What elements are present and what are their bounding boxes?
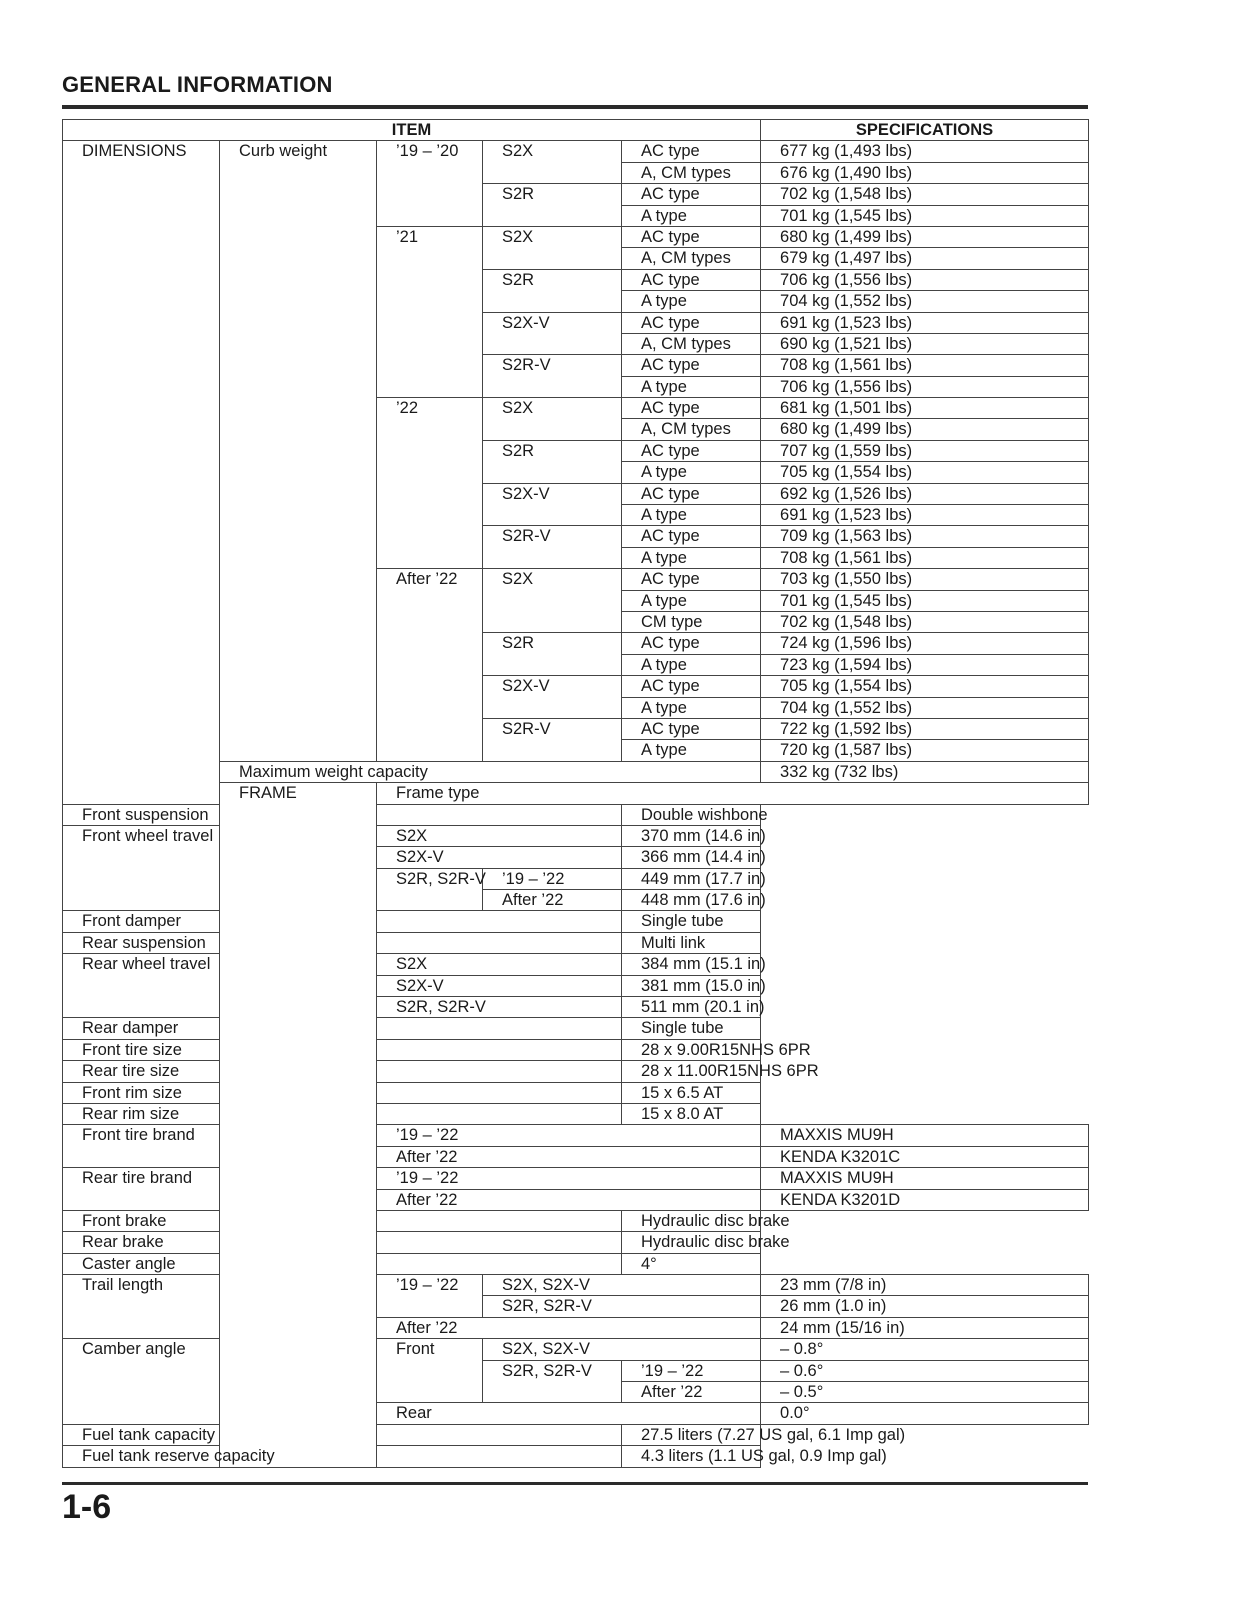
item-cell: Frame type [377, 783, 1089, 804]
table-row [63, 911, 1089, 932]
table-row [63, 1253, 1089, 1274]
item-cell: A, CM types [622, 333, 761, 354]
spec-value-cell: Single tube [622, 911, 761, 932]
header-rule [62, 105, 1088, 109]
item-cell: ’19 – ’22 [377, 1168, 761, 1189]
spec-value-cell: 24 mm (15/16 in) [761, 1317, 1089, 1338]
spec-value-cell: MAXXIS MU9H [761, 1125, 1089, 1146]
spec-value-cell: 691 kg (1,523 lbs) [761, 312, 1089, 333]
table-row [63, 1061, 1089, 1082]
spec-value-cell: 15 x 8.0 AT [622, 1103, 761, 1124]
spec-value-cell: 691 kg (1,523 lbs) [761, 505, 1089, 526]
item-cell: A, CM types [622, 419, 761, 440]
page-number: 1-6 [62, 1488, 112, 1526]
spec-value-cell: 448 mm (17.6 in) [622, 890, 761, 911]
item-cell: S2X [483, 569, 622, 633]
spec-value-cell: Multi link [622, 932, 761, 953]
table-row [63, 932, 1089, 953]
item-cell: S2R-V [483, 718, 622, 761]
table-row [63, 1168, 1089, 1189]
spec-value-cell: 703 kg (1,550 lbs) [761, 569, 1089, 590]
spec-value-cell: 381 mm (15.0 in) [622, 975, 761, 996]
spec-value-cell: 26 mm (1.0 in) [761, 1296, 1089, 1317]
spec-value-cell: 384 mm (15.1 in) [622, 954, 761, 975]
item-cell: AC type [622, 676, 761, 697]
item-cell: Rear suspension [63, 932, 622, 953]
item-cell: ’21 [377, 226, 483, 397]
spec-value-cell: KENDA K3201D [761, 1189, 1089, 1210]
item-cell: S2X-V [483, 676, 622, 719]
table-row [63, 1082, 1089, 1103]
item-cell: S2R, S2R-V [377, 868, 483, 911]
item-cell: Rear damper [63, 1018, 622, 1039]
item-cell: AC type [622, 633, 761, 654]
item-cell: Front rim size [63, 1082, 622, 1103]
item-cell: AC type [622, 526, 761, 547]
item-cell: AC type [622, 226, 761, 247]
item-cell: A type [622, 376, 761, 397]
item-cell: S2X [483, 226, 622, 269]
item-cell: Rear brake [63, 1232, 622, 1253]
item-cell: S2R-V [483, 355, 622, 398]
item-cell: Front brake [63, 1210, 622, 1231]
table-row [63, 1018, 1089, 1039]
spec-value-cell: 709 kg (1,563 lbs) [761, 526, 1089, 547]
spec-value-cell: 366 mm (14.4 in) [622, 847, 761, 868]
item-cell: A type [622, 697, 761, 718]
item-cell: Rear [377, 1403, 761, 1424]
table-row [63, 804, 1089, 825]
item-cell: AC type [622, 569, 761, 590]
item-cell: S2R, S2R-V [483, 1296, 761, 1317]
spec-value-cell: 706 kg (1,556 lbs) [761, 269, 1089, 290]
item-cell: After ’22 [377, 1189, 761, 1210]
item-cell: AC type [622, 312, 761, 333]
item-cell: ’19 – ’22 [377, 1275, 483, 1318]
spec-value-cell: 705 kg (1,554 lbs) [761, 676, 1089, 697]
item-cell: Rear tire brand [63, 1168, 220, 1211]
specifications-header: SPECIFICATIONS [761, 120, 1089, 141]
item-cell: AC type [622, 184, 761, 205]
item-cell: Front tire size [63, 1039, 622, 1060]
item-cell: S2X [377, 825, 622, 846]
item-cell: S2R [483, 633, 622, 676]
item-cell: DIMENSIONS [63, 141, 220, 804]
item-cell: Rear wheel travel [63, 954, 377, 1018]
spec-value-cell: Double wishbone [622, 804, 761, 825]
table-row [63, 1424, 1089, 1445]
item-cell: Fuel tank reserve capacity [63, 1446, 622, 1468]
spec-value-cell: 723 kg (1,594 lbs) [761, 654, 1089, 675]
table-header-row [63, 120, 1089, 141]
item-cell: Front suspension [63, 804, 622, 825]
item-cell: S2R, S2R-V [377, 997, 622, 1018]
item-cell: AC type [622, 483, 761, 504]
item-cell: A type [622, 654, 761, 675]
table-row [63, 1210, 1089, 1231]
item-cell: A type [622, 291, 761, 312]
spec-value-cell: 701 kg (1,545 lbs) [761, 205, 1089, 226]
item-cell: A type [622, 462, 761, 483]
spec-value-cell: 681 kg (1,501 lbs) [761, 398, 1089, 419]
item-cell: After ’22 [377, 569, 483, 762]
table-row [63, 1039, 1089, 1060]
spec-value-cell: 0.0° [761, 1403, 1089, 1424]
spec-table [62, 119, 1089, 1468]
item-cell: FRAME [220, 783, 377, 1468]
item-cell: After ’22 [377, 1146, 761, 1167]
table-row [63, 1103, 1089, 1124]
item-cell: AC type [622, 440, 761, 461]
item-header: ITEM [63, 120, 761, 141]
item-cell: AC type [622, 355, 761, 376]
item-cell: Maximum weight capacity [220, 761, 761, 782]
item-cell: Trail length [63, 1275, 220, 1339]
item-cell: ’19 – ’22 [622, 1360, 761, 1381]
item-cell: A, CM types [622, 162, 761, 183]
item-cell: S2R-V [483, 526, 622, 569]
spec-value-cell: 706 kg (1,556 lbs) [761, 376, 1089, 397]
item-cell: Camber angle [63, 1339, 220, 1425]
item-cell: After ’22 [377, 1317, 761, 1338]
spec-value-cell: 370 mm (14.6 in) [622, 825, 761, 846]
item-cell: S2R, S2R-V [483, 1360, 622, 1403]
item-cell: S2X [483, 141, 622, 184]
item-cell: Rear tire size [63, 1061, 622, 1082]
spec-value-cell: Single tube [622, 1018, 761, 1039]
spec-value-cell: 27.5 liters (7.27 US gal, 6.1 Imp gal) [622, 1424, 761, 1445]
item-cell: CM type [622, 611, 761, 632]
item-cell: Caster angle [63, 1253, 622, 1274]
item-cell: AC type [622, 718, 761, 739]
item-cell: Fuel tank capacity [63, 1424, 622, 1445]
spec-value-cell: 4.3 liters (1.1 US gal, 0.9 Imp gal) [622, 1446, 761, 1468]
item-cell: AC type [622, 141, 761, 162]
item-cell: S2R [483, 440, 622, 483]
spec-value-cell: 707 kg (1,559 lbs) [761, 440, 1089, 461]
spec-value-cell: 702 kg (1,548 lbs) [761, 184, 1089, 205]
spec-value-cell: 511 mm (20.1 in) [622, 997, 761, 1018]
spec-value-cell: 720 kg (1,587 lbs) [761, 740, 1089, 761]
spec-value-cell: Hydraulic disc brake [622, 1232, 761, 1253]
table-row [63, 1275, 1089, 1296]
item-cell: Rear rim size [63, 1103, 622, 1124]
item-cell: A type [622, 205, 761, 226]
item-cell: Front [377, 1339, 483, 1403]
table-row [63, 825, 1089, 846]
item-cell: S2X-V [377, 847, 622, 868]
spec-value-cell: 722 kg (1,592 lbs) [761, 718, 1089, 739]
item-cell: AC type [622, 398, 761, 419]
spec-value-cell: 690 kg (1,521 lbs) [761, 333, 1089, 354]
spec-value-cell: 28 x 9.00R15NHS 6PR [622, 1039, 761, 1060]
table-row [63, 1125, 1089, 1146]
spec-value-cell: 702 kg (1,548 lbs) [761, 611, 1089, 632]
item-cell: ’19 – ’20 [377, 141, 483, 227]
item-cell: Front damper [63, 911, 622, 932]
item-cell: ’19 – ’22 [483, 868, 622, 889]
spec-value-cell: 708 kg (1,561 lbs) [761, 547, 1089, 568]
item-cell: S2X, S2X-V [483, 1339, 761, 1360]
spec-value-cell: 704 kg (1,552 lbs) [761, 697, 1089, 718]
spec-value-cell: 679 kg (1,497 lbs) [761, 248, 1089, 269]
spec-value-cell: – 0.6° [761, 1360, 1089, 1381]
item-cell: S2R [483, 269, 622, 312]
item-cell: ’22 [377, 398, 483, 569]
spec-value-cell: 680 kg (1,499 lbs) [761, 226, 1089, 247]
item-cell: S2X-V [483, 312, 622, 355]
spec-value-cell: 704 kg (1,552 lbs) [761, 291, 1089, 312]
table-row [63, 1339, 1089, 1360]
item-cell: A type [622, 547, 761, 568]
item-cell: A type [622, 590, 761, 611]
spec-value-cell: – 0.8° [761, 1339, 1089, 1360]
item-cell: S2R [483, 184, 622, 227]
item-cell: S2X, S2X-V [483, 1275, 761, 1296]
spec-value-cell: 680 kg (1,499 lbs) [761, 419, 1089, 440]
item-cell: Front wheel travel [63, 825, 377, 911]
spec-value-cell: 4° [622, 1253, 761, 1274]
item-cell: AC type [622, 269, 761, 290]
spec-value-cell: 676 kg (1,490 lbs) [761, 162, 1089, 183]
item-cell: A type [622, 505, 761, 526]
item-cell: Front tire brand [63, 1125, 220, 1168]
spec-value-cell: 28 x 11.00R15NHS 6PR [622, 1061, 761, 1082]
spec-value-cell: – 0.5° [761, 1382, 1089, 1403]
footer-rule [62, 1482, 1088, 1485]
table-row [63, 1446, 1089, 1468]
table-row [63, 954, 1089, 975]
spec-value-cell: 692 kg (1,526 lbs) [761, 483, 1089, 504]
page-header: GENERAL INFORMATION [62, 72, 333, 97]
spec-value-cell: 23 mm (7/8 in) [761, 1275, 1089, 1296]
item-cell: S2X-V [483, 483, 622, 526]
item-cell: S2X [377, 954, 622, 975]
item-cell: S2X [483, 398, 622, 441]
spec-value-cell: 701 kg (1,545 lbs) [761, 590, 1089, 611]
item-cell: S2X-V [377, 975, 622, 996]
spec-value-cell: 705 kg (1,554 lbs) [761, 462, 1089, 483]
spec-value-cell: KENDA K3201C [761, 1146, 1089, 1167]
spec-value-cell: Hydraulic disc brake [622, 1210, 761, 1231]
spec-value-cell: MAXXIS MU9H [761, 1168, 1089, 1189]
spec-value-cell: 449 mm (17.7 in) [622, 868, 761, 889]
table-row [63, 1232, 1089, 1253]
item-cell: After ’22 [483, 890, 622, 911]
item-cell: A type [622, 740, 761, 761]
spec-value-cell: 724 kg (1,596 lbs) [761, 633, 1089, 654]
table-row [63, 141, 1089, 162]
spec-value-cell: 708 kg (1,561 lbs) [761, 355, 1089, 376]
item-cell: A, CM types [622, 248, 761, 269]
spec-value-cell: 677 kg (1,493 lbs) [761, 141, 1089, 162]
item-cell: ’19 – ’22 [377, 1125, 761, 1146]
spec-value-cell: 15 x 6.5 AT [622, 1082, 761, 1103]
item-cell: Curb weight [220, 141, 377, 761]
item-cell: After ’22 [622, 1382, 761, 1403]
spec-value-cell: 332 kg (732 lbs) [761, 761, 1089, 782]
